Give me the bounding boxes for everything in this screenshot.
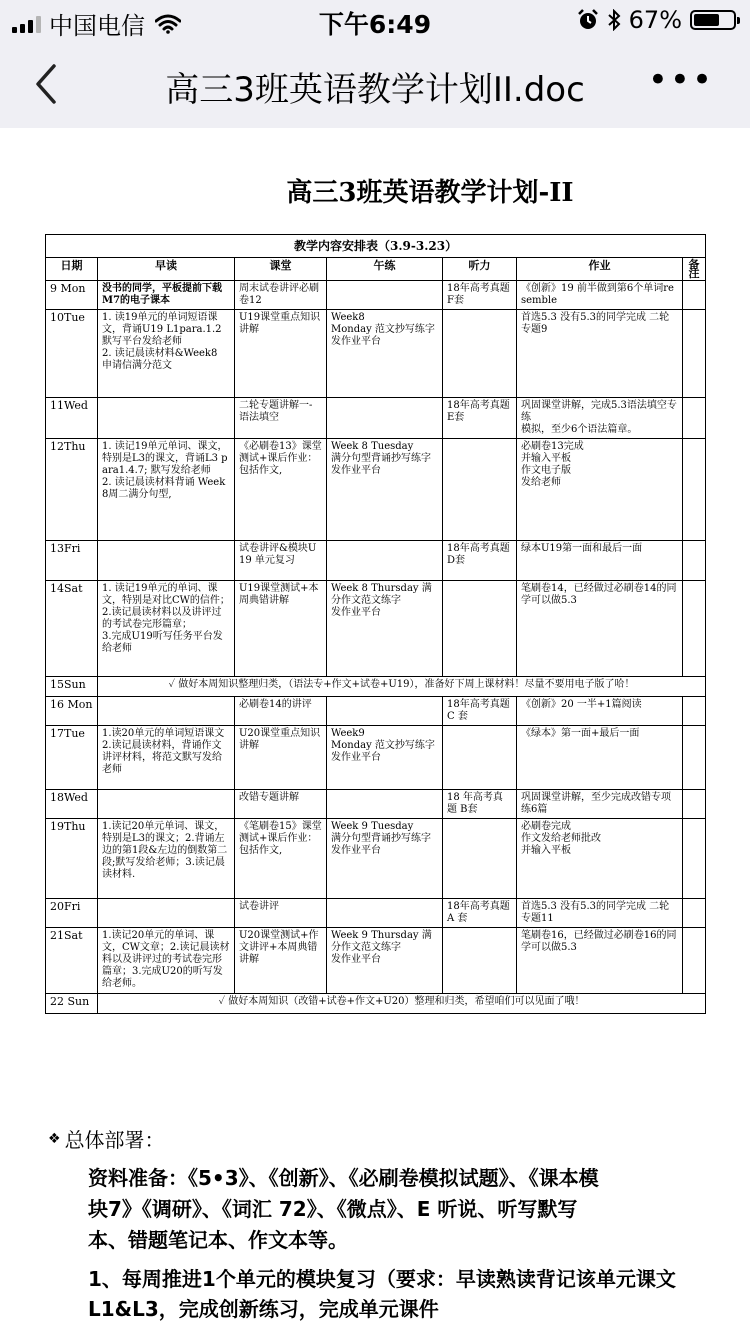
row-class: 必刷卷14的讲评 — [235, 697, 327, 726]
row-date: 16 Mon — [46, 697, 98, 726]
table-header-row — [46, 258, 706, 281]
table-row — [46, 899, 706, 928]
row-noon — [327, 541, 443, 581]
row-date: 20Fri — [46, 899, 98, 928]
battery-percent: 67% — [628, 6, 682, 34]
row-listening — [443, 928, 517, 994]
signal-strength-icon — [12, 15, 41, 33]
row-morning: 1. 读记19单元单词、课文，特别是L3的课文，背诵L3 para1.4.7; 默写发给老师 2. 读记晨读材料背诵 Week 8周二满分句型, — [98, 439, 235, 541]
row-date: 10Tue — [46, 310, 98, 398]
table-row — [46, 398, 706, 439]
diamond-bullet-icon: ❖ — [48, 1130, 61, 1147]
row-morning — [98, 398, 235, 439]
row-homework: 首选5.3 没有5.3的同学完成 二轮专题9 — [517, 310, 683, 398]
row-listening — [443, 726, 517, 790]
row-class: U19课堂测试+本周典错讲解 — [235, 581, 327, 677]
row-homework: 巩固课堂讲解，至少完成改错专项练6篇 — [517, 790, 683, 819]
row-remarks — [683, 541, 706, 581]
row-class: U19课堂重点知识讲解 — [235, 310, 327, 398]
row-remarks — [683, 899, 706, 928]
table-row — [46, 677, 706, 697]
table-row — [46, 541, 706, 581]
schedule-body — [46, 281, 706, 1014]
table-row — [46, 726, 706, 790]
header-noon: 午练 — [327, 258, 443, 281]
row-date: 22 Sun — [46, 994, 98, 1014]
row-listening: 18年高考真题C 套 — [443, 697, 517, 726]
row-listening — [443, 581, 517, 677]
row-morning: 1.读记20单元单词、课文，特别是L3的课文；2.背诵左边的第1段&左边的倒数第二段;默写发给老师；3.读记晨读材料. — [98, 819, 235, 899]
status-bar — [0, 0, 750, 40]
row-listening: 18年高考真题 F套 — [443, 281, 517, 310]
row-noon — [327, 697, 443, 726]
header-class: 课堂 — [235, 258, 327, 281]
row-homework: 《创新》19 前半做到第6个单词resemble — [517, 281, 683, 310]
overview-section — [48, 1124, 728, 1324]
row-listening: 18年高考真题 E套 — [443, 398, 517, 439]
row-remarks — [683, 439, 706, 541]
row-homework: 《绿本》第一面+最后一面 — [517, 726, 683, 790]
row-remarks — [683, 581, 706, 677]
plan-item-1: 1、每周推进1个单元的模块复习（要求：早读熟读背记该单元课文L1&L3，完成创新练习，完成单元课件 — [88, 1267, 676, 1321]
row-morning: 1.读记20单元的单词、课文，CW文章；2.读记晨读材料以及讲评过的考试卷完形篇章；3.完成U20的听写发给老师。 — [98, 928, 235, 994]
row-noon: Week 9 Tuesday 满分句型背诵抄写练字 发作业平台 — [327, 819, 443, 899]
row-class: U20课堂测试+作文讲评+本周典错讲解 — [235, 928, 327, 994]
alarm-clock-icon — [577, 9, 599, 31]
document-title: 高三3班英语教学计划-II — [286, 178, 574, 208]
row-morning — [98, 899, 235, 928]
row-noon: Week8 Monday 范文抄写练字 发作业平台 — [327, 310, 443, 398]
row-summary: ✓ 做好本周知识（改错+试卷+作文+U20）整理和归类，希望咱们可以见面了哦！ — [98, 994, 706, 1014]
row-class: 《笔刷卷15》课堂测试+课后作业：包括作文, — [235, 819, 327, 899]
table-row — [46, 790, 706, 819]
table-row — [46, 697, 706, 726]
row-date: 13Fri — [46, 541, 98, 581]
row-morning — [98, 541, 235, 581]
row-date: 19Thu — [46, 819, 98, 899]
row-date: 15Sun — [46, 677, 98, 697]
table-row — [46, 310, 706, 398]
row-listening — [443, 310, 517, 398]
schedule-table — [45, 234, 706, 1014]
row-homework: 绿本U19第一面和最后一面 — [517, 541, 683, 581]
table-row — [46, 439, 706, 541]
row-morning: 1. 读记19单元的单词、课文，特别是对比CW的信件；2.读记晨读材料以及讲评过的考试卷完形篇章； 3.完成U19听写任务平台发给老师 — [98, 581, 235, 677]
row-listening: 18年高考真题 A 套 — [443, 899, 517, 928]
row-homework: 笔刷卷14，已经做过必刷卷14的同学可以做5.3 — [517, 581, 683, 677]
status-time: 下午6:49 — [318, 10, 432, 39]
more-options-icon[interactable]: ••• — [647, 60, 714, 100]
table-row — [46, 819, 706, 899]
row-morning: 没书的同学，平板提前下载M7的电子课本 — [98, 281, 235, 310]
row-remarks — [683, 928, 706, 994]
header-date: 日期 — [46, 258, 98, 281]
row-class: 试卷讲评 — [235, 899, 327, 928]
row-noon — [327, 398, 443, 439]
row-noon — [327, 899, 443, 928]
table-row — [46, 581, 706, 677]
row-noon: Week 8 Thursday 满分作文范文练字 发作业平台 — [327, 581, 443, 677]
row-remarks — [683, 819, 706, 899]
row-remarks — [683, 726, 706, 790]
row-date: 9 Mon — [46, 281, 98, 310]
row-date: 18Wed — [46, 790, 98, 819]
row-noon: Week 8 Tuesday 满分句型背诵抄写练字 发作业平台 — [327, 439, 443, 541]
table-row — [46, 928, 706, 994]
row-class: 周末试卷讲评必刷卷12 — [235, 281, 327, 310]
table-row — [46, 994, 706, 1014]
row-date: 21Sat — [46, 928, 98, 994]
header-listening: 听力 — [443, 258, 517, 281]
row-listening — [443, 819, 517, 899]
row-remarks — [683, 697, 706, 726]
nav-title: 高三3班英语教学计划II.doc — [165, 70, 585, 110]
row-date: 11Wed — [46, 398, 98, 439]
header-homework: 作业 — [517, 258, 683, 281]
row-date: 14Sat — [46, 581, 98, 677]
header-remarks: 备注 — [683, 258, 706, 281]
row-remarks — [683, 281, 706, 310]
row-morning — [98, 790, 235, 819]
materials-text: 资料准备：《5•3》、《创新》、《必刷卷模拟试题》、《课本模块7》《调研》、《词汇 72》、《微点》、E 听说、听写默写本、错题笔记本、作文本等。 — [88, 1166, 599, 1252]
row-morning: 1. 读19单元的单词短语课文，背诵U19 L1para.1.2 默写平台发给老师 2. 读记晨读材料&Week8 申请信满分范文 — [98, 310, 235, 398]
row-date: 17Tue — [46, 726, 98, 790]
row-listening: 18 年高考真题 B套 — [443, 790, 517, 819]
row-remarks — [683, 310, 706, 398]
bluetooth-icon — [607, 9, 621, 31]
row-homework: 必刷卷13完成 并输入平板 作文电子版 发给老师 — [517, 439, 683, 541]
carrier-name: 中国电信 — [49, 12, 145, 40]
row-noon — [327, 281, 443, 310]
row-noon: Week9 Monday 范文抄写练字 发作业平台 — [327, 726, 443, 790]
row-class: 《必刷卷13》课堂测试+课后作业：包括作文, — [235, 439, 327, 541]
row-remarks — [683, 790, 706, 819]
row-summary: ✓ 做好本周知识整理归类，（语法专+作文+试卷+U19），准备好下周上课材料！尽量不要用电子版了哈！ — [98, 677, 706, 697]
row-listening: 18年高考真题 D套 — [443, 541, 517, 581]
table-caption: 教学内容安排表（3.9-3.23） — [46, 235, 706, 258]
document-view[interactable] — [0, 128, 750, 1334]
row-homework: 首选5.3 没有5.3的同学完成 二轮专题11 — [517, 899, 683, 928]
row-homework: 《创新》20 一半+1篇阅读 — [517, 697, 683, 726]
row-noon: Week 9 Thursday 满分作文范文练字 发作业平台 — [327, 928, 443, 994]
row-morning: 1.读20单元的单词短语课文 2.读记晨读材料，背诵作文讲评材料，将范文默写发给老师 — [98, 726, 235, 790]
row-morning — [98, 697, 235, 726]
row-remarks — [683, 398, 706, 439]
row-class: 试卷讲评&模块U19 单元复习 — [235, 541, 327, 581]
row-homework: 巩固课堂讲解，完成5.3语法填空专练 模拟，至少6个语法篇章。 — [517, 398, 683, 439]
row-class: 二轮专题讲解一-语法填空 — [235, 398, 327, 439]
row-noon — [327, 790, 443, 819]
row-date: 12Thu — [46, 439, 98, 541]
row-listening — [443, 439, 517, 541]
overview-heading: 总体部署： — [64, 1128, 165, 1152]
battery-icon — [690, 10, 736, 30]
row-class: 改错专题讲解 — [235, 790, 327, 819]
row-class: U20课堂重点知识讲解 — [235, 726, 327, 790]
row-homework: 必刷卷完成 作文发给老师批改 并输入平板 — [517, 819, 683, 899]
wifi-icon — [155, 14, 181, 34]
row-homework: 笔刷卷16，已经做过必刷卷16的同学可以做5.3 — [517, 928, 683, 994]
header-morning: 早读 — [98, 258, 235, 281]
navigation-bar — [0, 40, 750, 128]
table-row — [46, 281, 706, 310]
